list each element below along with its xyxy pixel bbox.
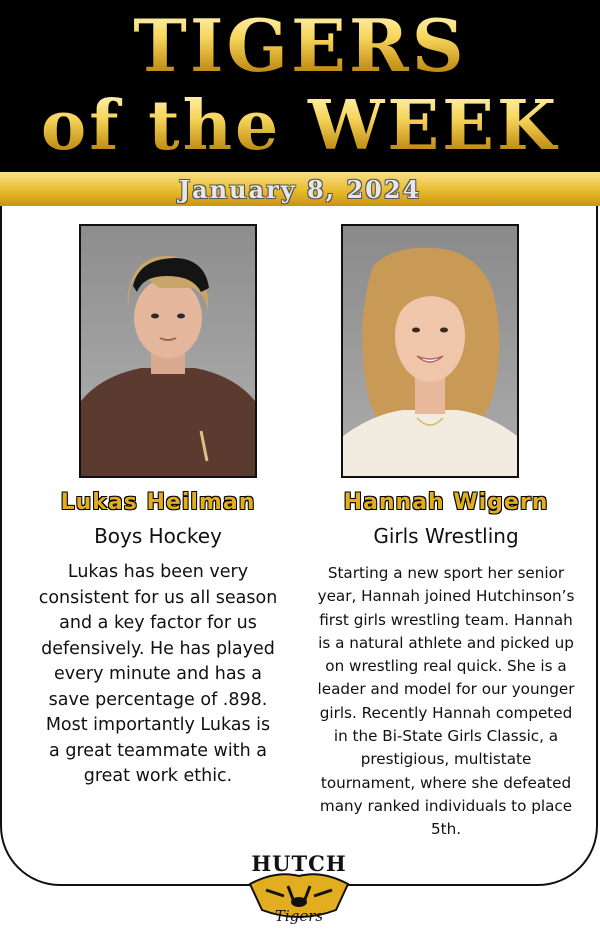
date-label: January 8, 2024 [178, 175, 422, 204]
title-of-the-week: of the WEEK [0, 88, 600, 164]
athlete-photo-lukas [79, 224, 257, 478]
athlete-photo-hannah [341, 224, 519, 478]
portrait-male-image [81, 226, 255, 476]
athlete-name-left: Lukas Heilman [60, 490, 256, 515]
athlete-blurb-right: Starting a new sport her senior year, Hannah joined Hutchinson’s first girls wrestling team. Hannah is a natural athlete and picked up on wrestling real quick. She is a leader and model for our younger girls. Recently Hannah competed in the Bi-State Girls Classic, a prestigious, multistate tournament, where she defeated many ranked individuals to place 5th. [317, 564, 575, 839]
athlete-blurb-left: Lukas has been very consistent for us all season and a key factor for us defensively. He has played every minute and has a save percentage of .898. Most importantly Lukas is a great teammate with a great work ethic. [38, 562, 278, 786]
athlete-sport-left: Boys Hockey [94, 524, 222, 548]
portrait-female-image [343, 226, 517, 476]
title-tigers: TIGERS [0, 6, 600, 86]
logo-hutch-text: HUTCH [251, 851, 347, 876]
athlete-name-right: Hannah Wigern [343, 490, 549, 515]
logo-tigers-script: Tigers [274, 907, 324, 925]
athlete-sport-right: Girls Wrestling [373, 524, 519, 548]
